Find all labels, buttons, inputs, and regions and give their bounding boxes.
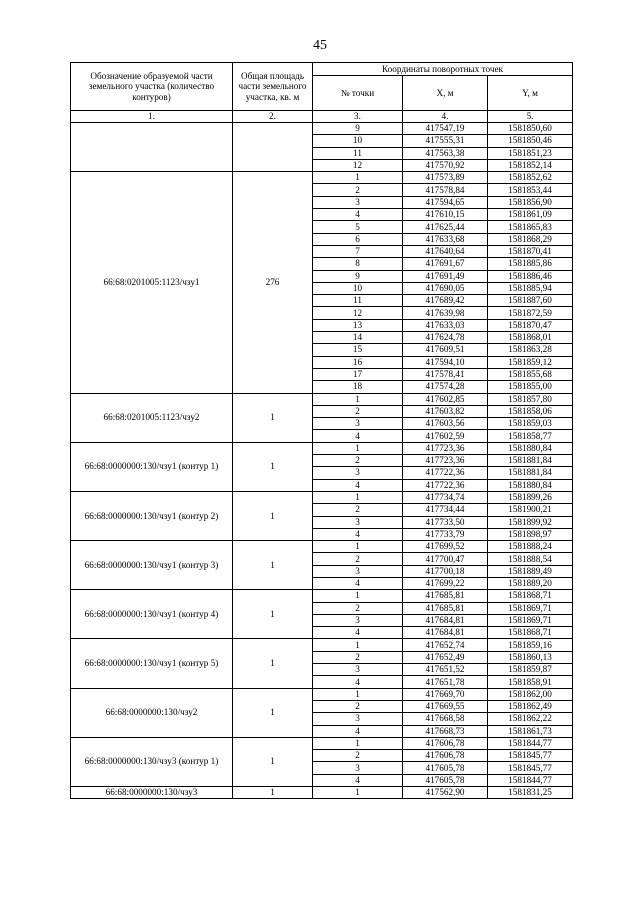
- column-number: 2.: [233, 111, 313, 123]
- x-coordinate-cell: 417669,70: [403, 688, 488, 700]
- y-coordinate-cell: 1581880,84: [488, 479, 573, 491]
- y-coordinate-cell: 1581868,71: [488, 590, 573, 602]
- point-number-cell: 3: [313, 467, 403, 479]
- part-designation-cell: 66:68:0000000:130/чзу1 (контур 5): [71, 639, 233, 688]
- x-coordinate-cell: 417610,15: [403, 209, 488, 221]
- area-cell: 1: [233, 442, 313, 491]
- y-coordinate-cell: 1581850,60: [488, 123, 573, 135]
- x-coordinate-cell: 417733,79: [403, 528, 488, 540]
- y-coordinate-cell: 1581850,46: [488, 135, 573, 147]
- x-coordinate-cell: 417625,44: [403, 221, 488, 233]
- x-coordinate-cell: 417606,78: [403, 737, 488, 749]
- x-coordinate-cell: 417669,55: [403, 700, 488, 712]
- x-coordinate-cell: 417668,58: [403, 713, 488, 725]
- part-designation-cell: 66:68:0000000:130/чзу3 (контур 1): [71, 737, 233, 786]
- y-coordinate-cell: 1581852,14: [488, 159, 573, 171]
- header-part-designation: Обозначение образуемой части земельного участка (количество контуров): [71, 63, 233, 111]
- y-coordinate-cell: 1581857,80: [488, 393, 573, 405]
- area-cell: 1: [233, 393, 313, 442]
- x-coordinate-cell: 417640,64: [403, 245, 488, 257]
- y-coordinate-cell: 1581863,28: [488, 344, 573, 356]
- x-coordinate-cell: 417639,98: [403, 307, 488, 319]
- table-body: [71, 123, 573, 799]
- y-coordinate-cell: 1581898,97: [488, 528, 573, 540]
- y-coordinate-cell: 1581859,12: [488, 356, 573, 368]
- header-total-area: Общая площадь части земельного участка, кв. м: [233, 63, 313, 111]
- x-coordinate-cell: 417624,78: [403, 332, 488, 344]
- y-coordinate-cell: 1581831,25: [488, 787, 573, 799]
- point-number-cell: 1: [313, 688, 403, 700]
- x-coordinate-cell: 417699,22: [403, 577, 488, 589]
- area-cell: [233, 123, 313, 172]
- x-coordinate-cell: 417734,74: [403, 491, 488, 503]
- point-number-cell: 8: [313, 258, 403, 270]
- y-coordinate-cell: 1581887,60: [488, 295, 573, 307]
- x-coordinate-cell: 417603,56: [403, 418, 488, 430]
- x-coordinate-cell: 417722,36: [403, 467, 488, 479]
- point-number-cell: 10: [313, 135, 403, 147]
- y-coordinate-cell: 1581861,09: [488, 209, 573, 221]
- x-coordinate-cell: 417578,41: [403, 368, 488, 380]
- y-coordinate-cell: 1581860,13: [488, 651, 573, 663]
- column-number: 5.: [488, 111, 573, 123]
- y-coordinate-cell: 1581899,92: [488, 516, 573, 528]
- x-coordinate-cell: 417563,38: [403, 147, 488, 159]
- x-coordinate-cell: 417700,47: [403, 553, 488, 565]
- point-number-cell: 2: [313, 750, 403, 762]
- point-number-cell: 2: [313, 553, 403, 565]
- table-row: [71, 639, 573, 651]
- point-number-cell: 2: [313, 602, 403, 614]
- point-number-cell: 4: [313, 627, 403, 639]
- point-number-cell: 14: [313, 332, 403, 344]
- x-coordinate-cell: 417722,36: [403, 479, 488, 491]
- y-coordinate-cell: 1581868,29: [488, 233, 573, 245]
- point-number-cell: 1: [313, 172, 403, 184]
- x-coordinate-cell: 417602,59: [403, 430, 488, 442]
- point-number-cell: 4: [313, 430, 403, 442]
- point-number-cell: 2: [313, 455, 403, 467]
- x-coordinate-cell: 417633,68: [403, 233, 488, 245]
- y-coordinate-cell: 1581872,59: [488, 307, 573, 319]
- y-coordinate-cell: 1581881,84: [488, 467, 573, 479]
- table-row: [71, 590, 573, 602]
- x-coordinate-cell: 417651,52: [403, 664, 488, 676]
- point-number-cell: 13: [313, 319, 403, 331]
- point-number-cell: 1: [313, 787, 403, 799]
- part-designation-cell: 66:68:0000000:130/чзу3: [71, 787, 233, 799]
- area-cell: 276: [233, 172, 313, 393]
- y-coordinate-cell: 1581870,41: [488, 245, 573, 257]
- point-number-cell: 3: [313, 516, 403, 528]
- y-coordinate-cell: 1581862,22: [488, 713, 573, 725]
- y-coordinate-cell: 1581852,62: [488, 172, 573, 184]
- part-designation-cell: 66:68:0201005:1123/чзу1: [71, 172, 233, 393]
- y-coordinate-cell: 1581865,83: [488, 221, 573, 233]
- point-number-cell: 9: [313, 270, 403, 282]
- y-coordinate-cell: 1581855,68: [488, 368, 573, 380]
- point-number-cell: 1: [313, 639, 403, 651]
- x-coordinate-cell: 417699,52: [403, 541, 488, 553]
- y-coordinate-cell: 1581859,16: [488, 639, 573, 651]
- point-number-cell: 4: [313, 528, 403, 540]
- y-coordinate-cell: 1581868,71: [488, 627, 573, 639]
- point-number-cell: 2: [313, 700, 403, 712]
- x-coordinate-cell: 417606,78: [403, 750, 488, 762]
- point-number-cell: 9: [313, 123, 403, 135]
- area-cell: 1: [233, 541, 313, 590]
- point-number-cell: 3: [313, 713, 403, 725]
- point-number-cell: 11: [313, 295, 403, 307]
- y-coordinate-cell: 1581900,21: [488, 504, 573, 516]
- x-coordinate-cell: 417652,74: [403, 639, 488, 651]
- y-coordinate-cell: 1581845,77: [488, 750, 573, 762]
- x-coordinate-cell: 417562,90: [403, 787, 488, 799]
- column-number: 3.: [313, 111, 403, 123]
- x-coordinate-cell: 417594,65: [403, 196, 488, 208]
- point-number-cell: 15: [313, 344, 403, 356]
- y-coordinate-cell: 1581888,54: [488, 553, 573, 565]
- y-coordinate-cell: 1581844,77: [488, 737, 573, 749]
- x-coordinate-cell: 417690,05: [403, 282, 488, 294]
- area-cell: 1: [233, 688, 313, 737]
- x-coordinate-cell: 417578,84: [403, 184, 488, 196]
- point-number-cell: 4: [313, 676, 403, 688]
- table-row: [71, 172, 573, 184]
- area-cell: 1: [233, 737, 313, 786]
- y-coordinate-cell: 1581851,23: [488, 147, 573, 159]
- x-coordinate-cell: 417602,85: [403, 393, 488, 405]
- table-row: [71, 491, 573, 503]
- y-coordinate-cell: 1581870,47: [488, 319, 573, 331]
- y-coordinate-cell: 1581853,44: [488, 184, 573, 196]
- point-number-cell: 2: [313, 184, 403, 196]
- point-number-cell: 1: [313, 442, 403, 454]
- point-number-cell: 3: [313, 664, 403, 676]
- column-number: 4.: [403, 111, 488, 123]
- point-number-cell: 2: [313, 405, 403, 417]
- y-coordinate-cell: 1581869,71: [488, 602, 573, 614]
- x-coordinate-cell: 417574,28: [403, 381, 488, 393]
- point-number-cell: 1: [313, 491, 403, 503]
- table-row: [71, 787, 573, 799]
- point-number-cell: 11: [313, 147, 403, 159]
- x-coordinate-cell: 417689,42: [403, 295, 488, 307]
- y-coordinate-cell: 1581845,77: [488, 762, 573, 774]
- point-number-cell: 1: [313, 541, 403, 553]
- point-number-cell: 1: [313, 737, 403, 749]
- x-coordinate-cell: 417555,31: [403, 135, 488, 147]
- point-number-cell: 3: [313, 196, 403, 208]
- point-number-cell: 7: [313, 245, 403, 257]
- point-number-cell: 18: [313, 381, 403, 393]
- part-designation-cell: 66:68:0000000:130/чзу2: [71, 688, 233, 737]
- x-coordinate-cell: 417684,81: [403, 614, 488, 626]
- y-coordinate-cell: 1581881,84: [488, 455, 573, 467]
- point-number-cell: 4: [313, 725, 403, 737]
- x-coordinate-cell: 417609,51: [403, 344, 488, 356]
- y-coordinate-cell: 1581888,24: [488, 541, 573, 553]
- x-coordinate-cell: 417684,81: [403, 627, 488, 639]
- y-coordinate-cell: 1581880,84: [488, 442, 573, 454]
- point-number-cell: 4: [313, 774, 403, 786]
- y-coordinate-cell: 1581869,71: [488, 614, 573, 626]
- coordinates-table: [70, 62, 573, 799]
- point-number-cell: 3: [313, 565, 403, 577]
- point-number-cell: 12: [313, 159, 403, 171]
- x-coordinate-cell: 417605,78: [403, 762, 488, 774]
- point-number-cell: 12: [313, 307, 403, 319]
- x-coordinate-cell: 417733,50: [403, 516, 488, 528]
- point-number-cell: 17: [313, 368, 403, 380]
- table-row: [71, 123, 573, 135]
- y-coordinate-cell: 1581859,03: [488, 418, 573, 430]
- page-number: 45: [313, 38, 327, 53]
- y-coordinate-cell: 1581889,49: [488, 565, 573, 577]
- point-number-cell: 4: [313, 479, 403, 491]
- part-designation-cell: 66:68:0000000:130/чзу1 (контур 3): [71, 541, 233, 590]
- x-coordinate-cell: 417594,10: [403, 356, 488, 368]
- y-coordinate-cell: 1581858,77: [488, 430, 573, 442]
- y-coordinate-cell: 1581862,49: [488, 700, 573, 712]
- y-coordinate-cell: 1581885,86: [488, 258, 573, 270]
- part-designation-cell: [71, 123, 233, 172]
- y-coordinate-cell: 1581856,90: [488, 196, 573, 208]
- point-number-cell: 16: [313, 356, 403, 368]
- x-coordinate-cell: 417573,89: [403, 172, 488, 184]
- x-coordinate-cell: 417723,36: [403, 455, 488, 467]
- x-coordinate-cell: 417691,49: [403, 270, 488, 282]
- x-coordinate-cell: 417633,03: [403, 319, 488, 331]
- table-row: [71, 737, 573, 749]
- header-point-number: № точки: [313, 76, 403, 111]
- x-coordinate-cell: 417668,73: [403, 725, 488, 737]
- part-designation-cell: 66:68:0000000:130/чзу1 (контур 1): [71, 442, 233, 491]
- table-row: [71, 442, 573, 454]
- point-number-cell: 5: [313, 221, 403, 233]
- y-coordinate-cell: 1581899,26: [488, 491, 573, 503]
- point-number-cell: 1: [313, 393, 403, 405]
- x-coordinate-cell: 417652,49: [403, 651, 488, 663]
- point-number-cell: 3: [313, 762, 403, 774]
- y-coordinate-cell: 1581886,46: [488, 270, 573, 282]
- y-coordinate-cell: 1581859,87: [488, 664, 573, 676]
- table-row: [71, 688, 573, 700]
- table-row: [71, 393, 573, 405]
- part-designation-cell: 66:68:0000000:130/чзу1 (контур 2): [71, 491, 233, 540]
- part-designation-cell: 66:68:0000000:130/чзу1 (контур 4): [71, 590, 233, 639]
- header-y: Y, м: [488, 76, 573, 111]
- y-coordinate-cell: 1581862,00: [488, 688, 573, 700]
- x-coordinate-cell: 417570,92: [403, 159, 488, 171]
- y-coordinate-cell: 1581844,77: [488, 774, 573, 786]
- y-coordinate-cell: 1581858,91: [488, 676, 573, 688]
- y-coordinate-cell: 1581858,06: [488, 405, 573, 417]
- point-number-cell: 1: [313, 590, 403, 602]
- point-number-cell: 2: [313, 504, 403, 516]
- part-designation-cell: 66:68:0201005:1123/чзу2: [71, 393, 233, 442]
- point-number-cell: 4: [313, 577, 403, 589]
- y-coordinate-cell: 1581889,20: [488, 577, 573, 589]
- area-cell: 1: [233, 491, 313, 540]
- area-cell: 1: [233, 787, 313, 799]
- x-coordinate-cell: 417605,78: [403, 774, 488, 786]
- area-cell: 1: [233, 590, 313, 639]
- column-number: 1.: [71, 111, 233, 123]
- point-number-cell: 4: [313, 209, 403, 221]
- x-coordinate-cell: 417603,82: [403, 405, 488, 417]
- point-number-cell: 2: [313, 651, 403, 663]
- y-coordinate-cell: 1581861,73: [488, 725, 573, 737]
- point-number-cell: 3: [313, 614, 403, 626]
- x-coordinate-cell: 417685,81: [403, 590, 488, 602]
- x-coordinate-cell: 417691,67: [403, 258, 488, 270]
- table-row: [71, 541, 573, 553]
- header-x: X, м: [403, 76, 488, 111]
- point-number-cell: 3: [313, 418, 403, 430]
- point-number-cell: 10: [313, 282, 403, 294]
- x-coordinate-cell: 417700,18: [403, 565, 488, 577]
- x-coordinate-cell: 417651,78: [403, 676, 488, 688]
- header-coordinates: Координаты поворотных точек: [313, 63, 573, 76]
- point-number-cell: 6: [313, 233, 403, 245]
- area-cell: 1: [233, 639, 313, 688]
- y-coordinate-cell: 1581855,00: [488, 381, 573, 393]
- x-coordinate-cell: 417734,44: [403, 504, 488, 516]
- y-coordinate-cell: 1581868,01: [488, 332, 573, 344]
- x-coordinate-cell: 417723,36: [403, 442, 488, 454]
- y-coordinate-cell: 1581885,94: [488, 282, 573, 294]
- x-coordinate-cell: 417685,81: [403, 602, 488, 614]
- x-coordinate-cell: 417547,19: [403, 123, 488, 135]
